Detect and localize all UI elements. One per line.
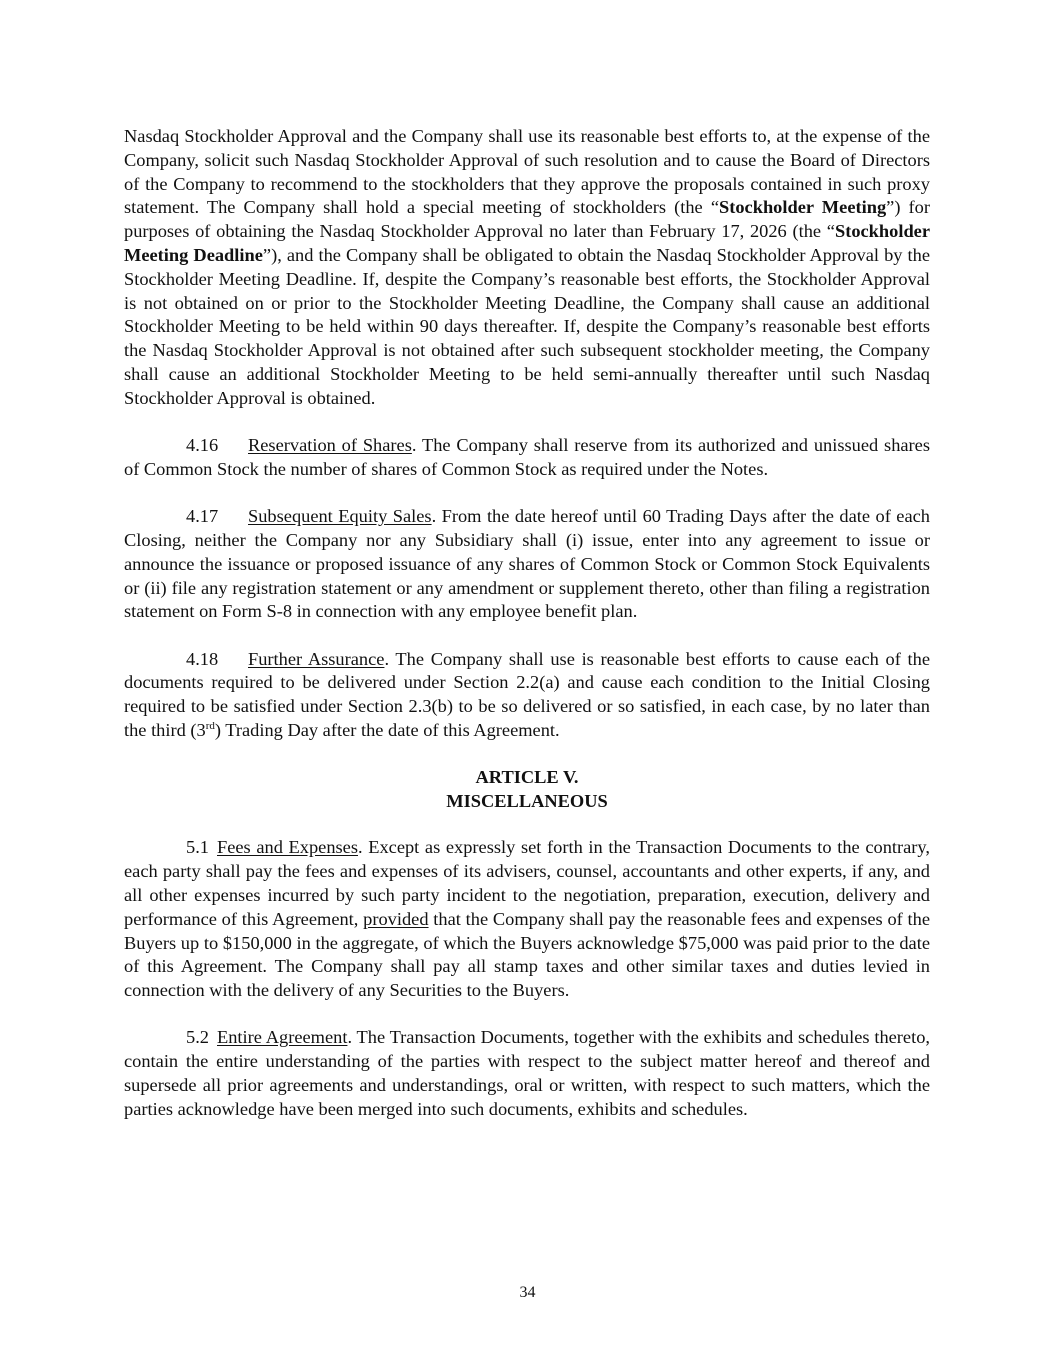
section-text: . The Company shall use is reasonable best efforts to cause each of the documents required to be delivered under Section 2.2(a) and cause each condition to the Initial Closing required to be satisfied under Section 2.3(b) to be so delivered or so satisfied, in each case, by no later than the third (3 — [124, 648, 930, 741]
section-number: 5.1 — [186, 837, 209, 858]
paragraph-stockholder-approval — [124, 125, 930, 411]
provided-term: provided — [363, 908, 429, 929]
section-text: . From the date hereof until 60 Trading Days after the date of each Closing, neither the Company nor any Subsidiary shall (i) issue, enter into any agreement to issue or announce the issuance or proposed issuance of any shares of Common Stock or Common Stock Equivalents or (ii) file any registration statement or any amendment or supplement thereto, other than filing a registration statement on Form S-8 in connection with any employee benefit plan. — [124, 506, 930, 622]
section-title: Reservation of Shares — [248, 435, 412, 456]
text: ”), and the Company shall be obligated to obtain the Nasdaq Stockholder Approval by the Stockholder Meeting Deadline. If, despite the Company’s reasonable best efforts, the Stockholder Approval is not obtained on or prior to the Stockholder Meeting Deadline, the Company shall cause an additional Stockholder Meeting to be held within 90 days thereafter. If, despite the Company’s reasonable best efforts the Nasdaq Stockholder Approval is not obtained after such subsequent stockholder meeting, the Company shall cause an additional Stockholder Meeting to be held semi-annually thereafter until such Nasdaq Stockholder Approval is obtained. — [124, 244, 930, 408]
section-number: 5.2 — [186, 1027, 209, 1048]
section-5-2 — [124, 1026, 930, 1121]
section-text: that the Company shall pay the reasonable fees and expenses of the Buyers up to $150,000 in the aggregate, of which the Buyers acknowledge $75,000 was paid prior to the date of this Agreement. The Company shall pay all stamp taxes and other similar taxes and duties levied in connection with the delivery of any Securities to the Buyers. — [124, 908, 930, 1001]
section-text: ) Trading Day after the date of this Agreement. — [214, 720, 560, 741]
section-text: . The Company shall reserve from its authorized and unissued shares of Common Stock the number of shares of Common Stock as required under the Notes. — [124, 435, 930, 479]
page-number: 34 — [519, 1284, 536, 1301]
section-number: 4.16 — [186, 435, 219, 456]
section-number: 4.17 — [186, 506, 219, 527]
section-text: . Except as expressly set forth in the Transaction Documents to the contrary, each party shall pay the fees and expenses of its advisers, counsel, accountants and other experts, if any, and all other expenses incurred by such party incident to the negotiation, preparation, execution, delivery and performance of this Agreement, — [124, 837, 931, 929]
section-title: Fees and Expenses — [217, 837, 358, 858]
section-title: Entire Agreement — [217, 1027, 348, 1048]
section-text: . The Transaction Documents, together with the exhibits and schedules thereto, contain the entire understanding of the parties with respect to the subject matter hereof and thereof and supersede all prior agreements and understandings, oral or written, with respect to such matters, which the parties acknowledge have been merged into such documents, exhibits and schedules. — [124, 1027, 930, 1119]
section-4-17 — [124, 505, 930, 624]
defined-term: Stockholder Meeting Deadline — [124, 221, 930, 265]
defined-term: Stockholder Meeting — [719, 197, 887, 218]
superscript: rd — [205, 719, 215, 732]
section-5-1 — [124, 836, 930, 1003]
section-4-18 — [124, 648, 930, 743]
section-4-16 — [124, 434, 930, 482]
text: Nasdaq Stockholder Approval and the Company shall use its reasonable best efforts to, at the expense of the Company, solicit such Nasdaq Stockholder Approval of such resolution and to cause the Board of Directors of the Company to recommend to the stockholders that they approve the proposals contained in such proxy statement. The Company shall hold a special meeting of stockholders (the “ — [124, 126, 930, 218]
section-number: 4.18 — [186, 648, 219, 669]
article-heading — [124, 765, 930, 813]
section-title: Subsequent Equity Sales — [248, 506, 432, 527]
document-body — [124, 125, 930, 1122]
section-title: Further Assurance — [248, 648, 385, 669]
article-title: MISCELLANEOUS — [446, 790, 608, 811]
text: ”) for purposes of obtaining the Nasdaq Stockholder Approval no later than February 17, 2026 (the “ — [124, 197, 930, 242]
article-number: ARTICLE V. — [475, 766, 579, 787]
